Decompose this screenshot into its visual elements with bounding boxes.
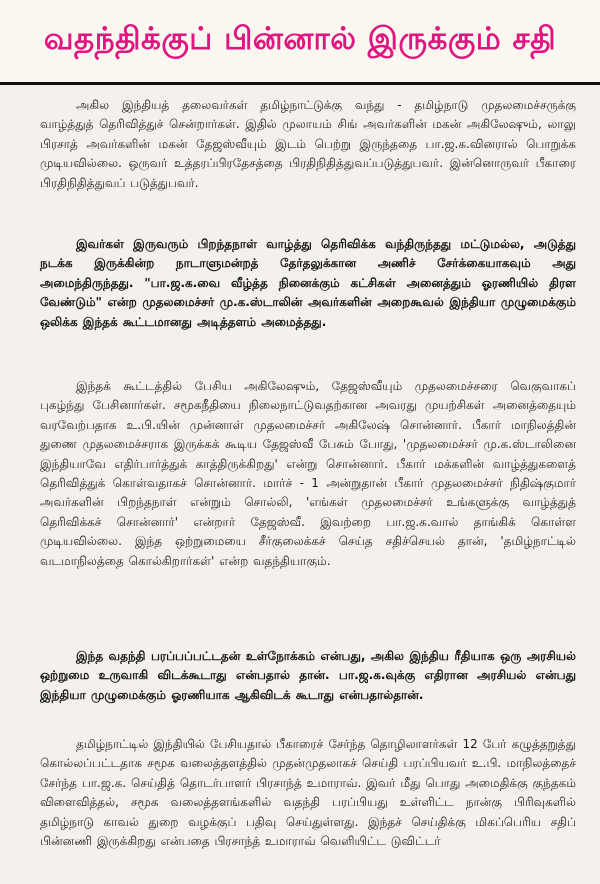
headline-title: வதந்திக்குப் பின்னால் இருக்கும் சதி: [43, 21, 557, 57]
article-paragraph-bold: இவர்கள் இருவரும் பிறந்தநாள் வாழ்த்து தெரிவிக்க வந்திருந்தது மட்டுமல்ல, அடுத்து நடக்க இருக்கின்ற நாடாளுமன்றத் தேர்தலுக்கான அணிச் சேர்க்கையாகவும் அது அமைந்திருந்தது. "பா.ஜ.க.வை வீழ்த்த நினைக்கும் கட்சிகள் அனைத்தும் ஓரணியில் திரள வேண்டும்" என்ற முதலமைச்சர் மு.க.ஸ்டாலின் அவர்களின் அறைகூவல் இந்தியா முழுமைக்கும் ஒலிக்க இந்தக் கூட்டமானது அடித்தளம் அமைத்தது.: [40, 237, 576, 329]
article-body: [40, 96, 576, 884]
article-paragraph: தமிழ்நாட்டில் இந்தியில் பேசியதால் பீகாரைச் சேர்ந்த தொழிலாளர்கள் 12 பேர் கழுத்தறுத்து கொல்லப்பட்டதாக சமூக வலைத்தளத்தில் முதன்முதலாகச் செய்தி பரப்பியவர் உ.பி. மாநிலத்தைச் சேர்ந்த பா.ஜ.க. செய்தித் தொடர்பாளர் பிரசாந்த் உமாராவ். இவர் மீது பொது அமைதிக்கு குந்தகம் விளைவித்தல், சமூக வலைத்தளங்களில் வதந்தி பரப்பியது உள்ளிட்ட நான்கு பிரிவுகளில் தமிழ்நாடு காவல் துறை வழக்குப் பதிவு செய்துள்ளது. இந்தச் செய்திக்கு மிகப்பெரிய சதிப் பின்னணி இருக்கிறது என்பதை பிரசாந்த் உமாராவ் வெளியிட்ட டுவிட்டர்: [40, 737, 576, 849]
article-paragraph-bold: இந்த வதந்தி பரப்பப்பட்டதன் உள்நோக்கம் என்பது, அகில இந்திய ரீதியாக ஒரு அரசியல் ஒற்றுமை உருவாகி விடக்கூடாது என்பதால் தான். பா.ஜ.க.வுக்கு எதிரான அரசியல் என்பது இந்தியா முழுமைக்கும் ஓரணியாக ஆகிவிடக் கூடாது என்பதால்தான்.: [40, 649, 576, 702]
article-paragraph: இந்தக் கூட்டத்தில் பேசிய அகிலேஷும், தேஜஸ்வீயும் முதலமைச்சரை வெகுவாகப் புகழ்ந்து பேசினார்கள். சமூகநீதியை நிலைநாட்டுவதற்கான அவரது முயற்சிகள் அனைத்தையும் வரவேற்பதாக உ.பி.யின் முன்னாள் முதலமைச்சர் அகிலேஷ் சொன்னார். பீகார் மாநிலத்தின் துணை முதலமைச்சராக இருக்கக் கூடிய தேஜஸ்வீ பேசும் போது, 'முதலமைச்சர் மு.க.ஸ்டாலினை இந்தியாவே எதிர்பார்த்துக் காத்திருக்கிறது' என்று சொன்னார். பீகார் மக்களின் வாழ்த்துகளைத் தெரிவித்துக் கொள்வதாகச் சொன்னார். மார்ச் - 1 அன்றுதான் பீகார் முதலமைச்சர் நிதிஷ்குமார் அவர்களின் பிறந்தநாள் என்றும் சொல்லி, 'எங்கள் முதலமைச்சர் உங்களுக்கு வாழ்த்துத் தெரிவிக்கச் சொன்னார்' என்றார் தேஜஸ்வீ. இவற்றை பா.ஜ.க.வால் தாங்கிக் கொள்ள முடியவில்லை. இந்த ஒற்றுமையை சீர்குலைக்கச் செய்த சதிச்செயல் தான், 'தமிழ்நாட்டில் வடமாநிலத்தை கொல்கிறார்கள்' என்ற வதந்தியாகும்.: [40, 379, 576, 568]
headline-banner: [0, 0, 600, 85]
article-paragraph: அகில இந்தியத் தலைவர்கள் தமிழ்நாட்டுக்கு வந்து - தமிழ்நாடு முதலமைச்சருக்கு வாழ்த்துத் தெரிவித்துச் சென்றார்கள். இதில் முலாயம் சிங் அவர்களின் மகன் அகிலேஷும், லாலு பிரசாத் அவர்களின் மகன் தேஜஸ்வீயும் இடம் பெற்று இருந்ததை பா.ஜ.க.வினரால் பொறுக்க முடியவில்லை. ஒருவர் உத்தரப்பிரதேசத்தை பிரதிநிதித்துவப்படுத்துபவர். இன்னொருவர் பீகாரை பிரதிநிதித்துவப் படுத்துபவர்.: [40, 98, 576, 190]
